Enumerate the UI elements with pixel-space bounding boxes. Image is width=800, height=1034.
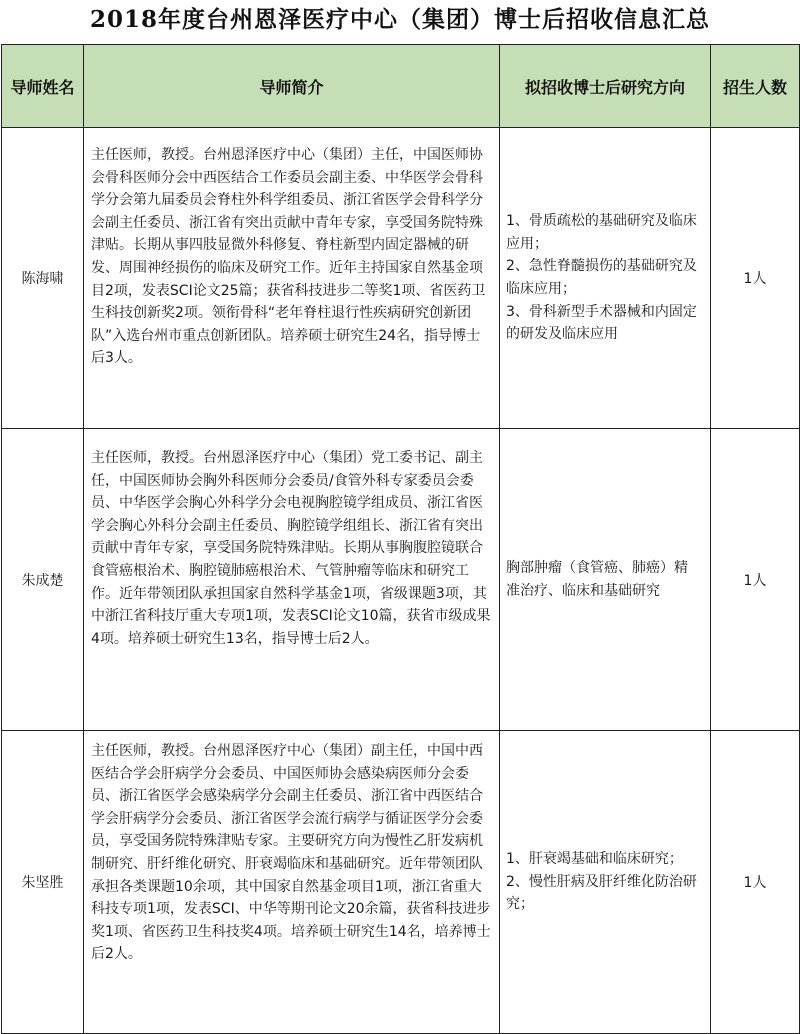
header-direction: 拟招收博士后研究方向	[500, 45, 711, 128]
research-direction: 1、肝衰竭基础和临床研究； 2、慢性肝病及肝纤维化防治研究；	[500, 731, 711, 1034]
advisor-name: 朱坚胜	[2, 731, 84, 1034]
research-direction: 1、骨质疏松的基础研究及临床应用； 2、急性脊髓损伤的基础研究及临床应用； 3、骨科新型手术器械和内固定的研发及临床应用	[500, 128, 711, 429]
table-row	[2, 731, 800, 1034]
research-direction: 胸部肿瘤（食管癌、肺癌）精准治疗、临床和基础研究	[500, 429, 711, 731]
enrollment-count: 1人	[711, 429, 800, 731]
advisor-intro: 主任医师，教授。台州恩泽医疗中心（集团）主任，中国医师协会骨科医师分会中西医结合工作委员会副主委、中华医学会骨科学分会第九届委员会脊柱外科学组委员、浙江省医学会骨科学分会副主任委员、浙江省有突出贡献中青年专家，享受国务院特殊津贴。长期从事四肢显微外科修复、脊柱新型内固定器械的研发、周围神经损伤的临床及研究工作。近年主持国家自然基金项目2项，发表SCI论文25篇；获省科技进步二等奖1项、省医药卫生科技创新奖2项。领衔骨科“老年脊柱退行性疾病研究创新团队”入选台州市重点创新团队。培养硕士研究生24名，指导博士后3人。	[84, 128, 500, 429]
header-count: 招生人数	[711, 45, 800, 128]
advisor-intro: 主任医师，教授。台州恩泽医疗中心（集团）副主任，中国中西医结合学会肝病学分会委员、中国医师协会感染病医师分会委员、浙江省医学会感染病学分会副主任委员、浙江省中西医结合学会肝病学分会委员、浙江省医学会流行病学与循证医学分会委员，享受国务院特殊津贴专家。主要研究方向为慢性乙肝发病机制研究、肝纤维化研究、肝衰竭临床和基础研究。近年带领团队承担各类课题10余项，其中国家自然基金项目1项，浙江省重大科技专项1项，发表SCI、中华等期刊论文20余篇，获省科技进步奖1项、省医药卫生科技奖4项。培养硕士研究生14名，培养博士后2人。	[84, 731, 500, 1034]
header-name: 导师姓名	[2, 45, 84, 128]
info-table	[1, 44, 800, 1034]
table-header-row	[2, 45, 800, 128]
table-row	[2, 128, 800, 429]
enrollment-count: 1人	[711, 128, 800, 429]
advisor-intro: 主任医师，教授。台州恩泽医疗中心（集团）党工委书记、副主任，中国医师协会胸外科医师分会委员/食管外科专家委员会委员、中华医学会胸心外科学分会电视胸腔镜学组成员、浙江省医学会胸心外科分会副主任委员、胸腔镜学组组长、浙江省有突出贡献中青年专家，享受国务院特殊津贴。长期从事胸腹腔镜联合食管癌根治术、胸腔镜肺癌根治术、气管肿瘤等临床和研究工作。近年带领团队承担国家自然科学基金1项，省级课题3项，其中浙江省科技厅重大专项1项，发表SCI论文10篇，获省市级成果4项。培养硕士研究生13名，指导博士后2人。	[84, 429, 500, 731]
page-title: 2018年度台州恩泽医疗中心（集团）博士后招收信息汇总	[89, 6, 710, 33]
advisor-name: 朱成楚	[2, 429, 84, 731]
enrollment-count: 1人	[711, 731, 800, 1034]
advisor-name: 陈海啸	[2, 128, 84, 429]
table-row	[2, 429, 800, 731]
header-intro: 导师简介	[84, 45, 500, 128]
